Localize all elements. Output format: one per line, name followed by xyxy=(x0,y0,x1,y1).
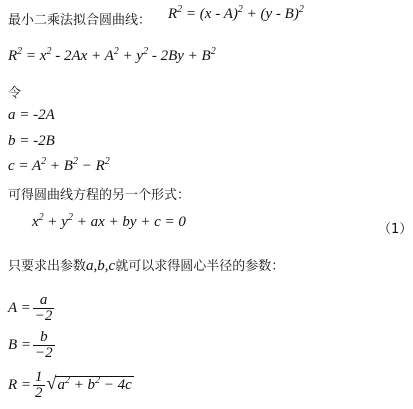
expanded-formula: $R^2 = x^2 - 2Ax + A^2 + y^2 - 2By + B^2$ xyxy=(8,46,216,64)
circle-equation: $x^2 + y^2$ + ax + by + c = 0 xyxy=(32,212,186,230)
solution-A: A = $\frac{a}{-2}$ xyxy=(8,292,53,324)
equation-number: （1） xyxy=(378,222,413,237)
solution-R: R = $\frac{1}{2}$ $√a^2 + b^2 - 4c$ xyxy=(8,369,132,401)
alt-form-intro: 可得圆曲线方程的另一个形式： xyxy=(8,188,191,203)
substitution-a: a = -2A xyxy=(8,107,55,123)
params-sentence: 只要求出参数a,b,c就可以求得圆心半径的参数： xyxy=(8,258,285,274)
heading-formula: $R^2 = (x - A)^2 + (y - B)^2$ xyxy=(168,4,304,22)
substitution-b: b = -2B xyxy=(8,133,55,149)
substitution-c: $c = A^2 + B^2 - R^2$ xyxy=(8,156,110,174)
let-label: 令 xyxy=(8,86,22,101)
heading-text: 最小二乘法拟合圆曲线： xyxy=(8,13,152,28)
solution-B: B = $\frac{b}{-2}$ xyxy=(8,329,53,361)
